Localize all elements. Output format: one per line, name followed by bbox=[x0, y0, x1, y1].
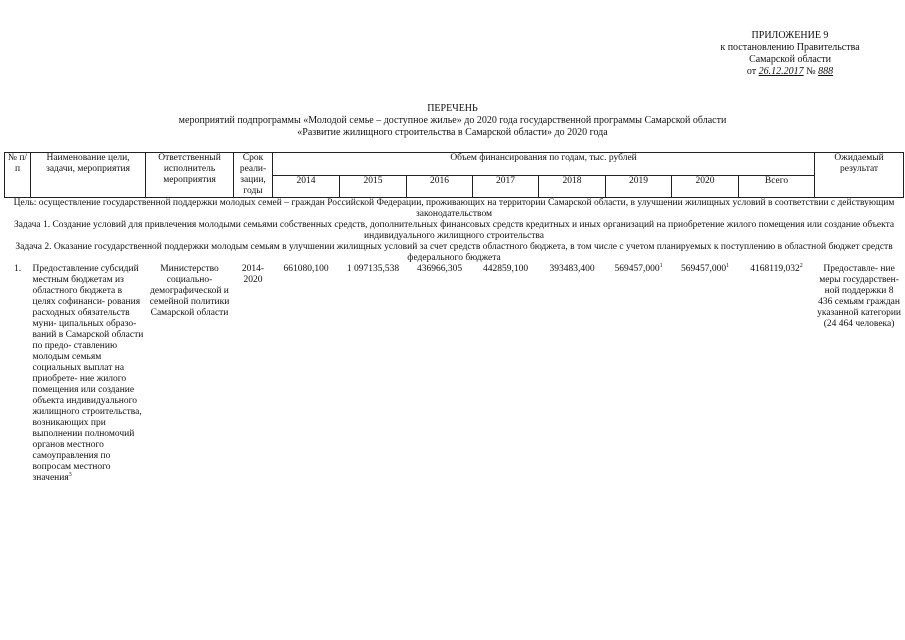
appendix-line2: Самарской области bbox=[749, 54, 831, 65]
row-value-2014: 661080,100 bbox=[283, 264, 329, 274]
row-total-cell bbox=[739, 264, 815, 484]
row-name-cell bbox=[31, 264, 146, 484]
appendix-line1: к постановлению Правительства bbox=[720, 42, 860, 53]
row-value-2018: 393483,400 bbox=[549, 264, 595, 274]
header-term: Срок реали- зации, годы bbox=[234, 153, 273, 198]
header-year-2017: 2017 bbox=[473, 175, 539, 198]
heading-line1: мероприятий подпрограммы «Молодой семье – доступное жилье» до 2020 года государственной программы Самарской области bbox=[178, 115, 727, 126]
row-responsible: Министерство социально- демографической и семейной политики Самарской области bbox=[149, 264, 230, 318]
header-year-2015: 2015 bbox=[340, 175, 407, 198]
header-responsible: Ответственный исполнитель мероприятия bbox=[146, 153, 234, 198]
task1-row: Задача 1. Создание условий для привлечения молодыми семьями собственных средств, дополнительных финансовых средств кредитных и иных организаций на приобретение жилого помещения или создание объекта индивидуального жилищного строительства bbox=[13, 220, 895, 241]
row-result: Предоставле- ние меры государствен- ной поддержки 8 436 семьям граждан указанной категории (24 464 человека) bbox=[817, 264, 902, 329]
appendix-date-line bbox=[690, 66, 890, 78]
header-result: Ожидаемый результат bbox=[815, 153, 904, 198]
number-value: 888 bbox=[818, 66, 834, 77]
row-name-footnote: 3 bbox=[68, 471, 72, 478]
row-total-footnote: 2 bbox=[799, 262, 803, 269]
row-name: Предоставление субсидий местным бюджетам из областного бюджета в целях софинанси- рования расходных обязательств муни- ципальных образо- ваний в Самарской области по предо- ставлению молодым семьям социальных выплат на приобрете- ние жилого помещения или создание объекта индивидуального жилищного строительства, возникающих при выполнении полномочий органов местного самоуправления по вопросам местного значения bbox=[32, 264, 144, 483]
row-value-2015: 1 097135,538 bbox=[346, 264, 400, 274]
date-value: 26.12.2017 bbox=[758, 66, 804, 77]
row-value-2017: 442859,100 bbox=[482, 264, 529, 274]
header-total: Всего bbox=[739, 175, 815, 198]
row-value-2019: 569457,000 bbox=[614, 264, 660, 274]
appendix-title: ПРИЛОЖЕНИЕ 9 bbox=[751, 30, 829, 41]
row-value-2019-cell bbox=[606, 264, 672, 484]
task2-row: Задача 2. Оказание государственной поддержки молодым семьям в улучшении жилищных условий за счет средств областного бюджета, в том числе с учетом планируемых к поступлению в областной бюджет средств федерального бюджета bbox=[15, 242, 893, 263]
row-value-2020-footnote: 1 bbox=[726, 262, 730, 269]
row-term: 2014- 2020 bbox=[241, 264, 265, 285]
header-year-2016: 2016 bbox=[407, 175, 473, 198]
header-funding: Объем финансирования по годам, тыс. рублей bbox=[273, 153, 815, 176]
goal-row: Цель: осуществление государственной поддержки молодых семей – граждан Российской Федерации, проживающих на территории Самарской области, в улучшении жилищных условий в соответствии с действующим законодательством bbox=[13, 198, 895, 219]
header-year-2014: 2014 bbox=[273, 175, 340, 198]
heading-title: ПЕРЕЧЕНЬ bbox=[427, 103, 478, 114]
header-year-2018: 2018 bbox=[539, 175, 606, 198]
row-value-2020: 569457,000 bbox=[680, 264, 727, 274]
row-value-2016: 436966,305 bbox=[416, 264, 463, 274]
header-num: № п/п bbox=[5, 153, 31, 198]
row-total: 4168119,032 bbox=[750, 264, 800, 274]
heading-line2: «Развитие жилищного строительства в Самарской области» до 2020 года bbox=[297, 127, 608, 138]
header-name: Наименование цели, задачи, мероприятия bbox=[31, 153, 146, 198]
measures-table bbox=[4, 152, 904, 484]
row-value-2019-footnote: 1 bbox=[659, 262, 663, 269]
table-row bbox=[5, 264, 904, 484]
number-prefix: № bbox=[806, 66, 816, 77]
row-value-2020-cell bbox=[672, 264, 739, 484]
document-heading bbox=[0, 103, 905, 139]
date-prefix: от bbox=[746, 66, 757, 77]
header-year-2020: 2020 bbox=[672, 175, 739, 198]
row-num: 1. bbox=[13, 264, 22, 274]
header-year-2019: 2019 bbox=[606, 175, 672, 198]
appendix-block bbox=[690, 30, 890, 78]
